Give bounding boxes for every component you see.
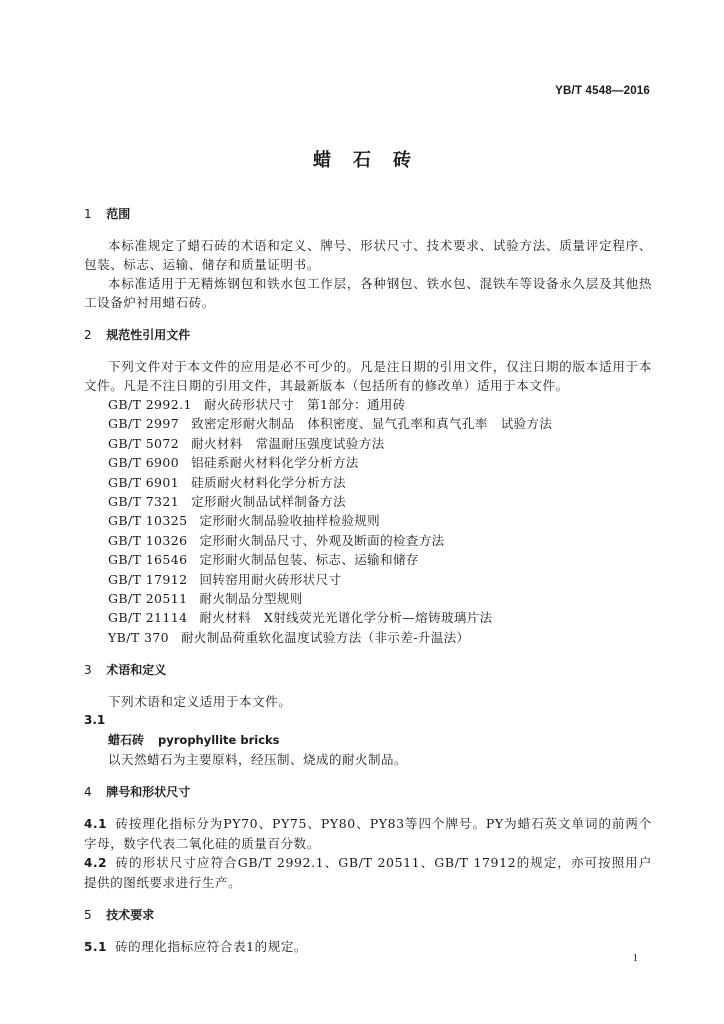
reference-code: GB/T 5072	[108, 435, 180, 451]
document-body	[84, 205, 652, 971]
section-number: 2	[84, 328, 92, 342]
clause-paragraph	[84, 853, 652, 892]
reference-title: 定形耐火制品试样制备方法	[191, 494, 346, 510]
section-scope	[84, 205, 652, 312]
clause-number: 4.1	[84, 817, 108, 832]
section-grades-dimensions	[84, 783, 652, 892]
section-title: 牌号和形状尺寸	[106, 785, 191, 800]
reference-title: 耐火材料 常温耐压强度试验方法	[191, 435, 385, 451]
section-number: 5	[84, 908, 92, 923]
term-definition: 以天然蜡石为主要原料，经压制、烧成的耐火制品。	[108, 752, 408, 768]
section-heading	[84, 906, 652, 924]
page-number: 1	[632, 952, 638, 964]
paragraph: 本标准适用于无精炼钢包和铁水包工作层，各种钢包、铁水包、混铁车等设备永久层及其他热工设备炉衬用蜡石砖。	[84, 276, 652, 310]
reference-item	[84, 570, 652, 589]
reference-code: GB/T 7321	[108, 494, 180, 510]
reference-title: 耐火制品荷重软化温度试验方法（非示差-升温法）	[181, 629, 470, 645]
reference-code: GB/T 20511	[108, 591, 188, 607]
section-number: 4	[84, 785, 92, 800]
clause-number: 3.1	[84, 713, 106, 728]
section-heading	[84, 661, 652, 679]
reference-code: GB/T 10325	[108, 513, 188, 529]
section-heading	[84, 783, 652, 801]
reference-item	[84, 434, 652, 453]
section-title: 技术要求	[106, 908, 155, 923]
reference-item	[84, 492, 652, 511]
reference-item	[84, 511, 652, 530]
standard-code: YB/T 4548—2016	[555, 85, 650, 97]
clause-number: 4.2	[84, 856, 108, 871]
clause-paragraph	[84, 937, 652, 957]
section-terms-definitions	[84, 661, 652, 769]
reference-item	[84, 395, 652, 414]
reference-item	[84, 453, 652, 472]
section-number: 3	[84, 663, 92, 678]
document-title: 蜡石砖	[313, 150, 433, 171]
reference-title: 定形耐火制品尺寸、外观及断面的检查方法	[199, 532, 445, 548]
reference-title: 定形耐火制品包装、标志、运输和储存	[199, 552, 419, 568]
section-heading	[84, 205, 652, 223]
reference-code: GB/T 10326	[108, 532, 188, 548]
reference-title: 铝硅系耐火材料化学分析方法	[191, 455, 359, 471]
reference-title: 耐火砖形状尺寸 第1部分：通用砖	[203, 397, 406, 412]
clause-number: 5.1	[84, 940, 108, 955]
reference-list	[84, 395, 652, 647]
reference-code: YB/T 370	[108, 629, 170, 645]
reference-title: 定形耐火制品验收抽样检验规则	[199, 513, 381, 529]
section-technical-requirements	[84, 906, 652, 957]
clause-text: 砖的形状尺寸应符合GB/T 2992.1、GB/T 20511、GB/T 17912的规定，亦可按照用户提供的图纸要求进行生产。	[84, 855, 652, 891]
reference-title: 回转窑用耐火砖形状尺寸	[199, 571, 342, 587]
term-english: pyrophyllite bricks	[158, 733, 280, 748]
reference-item	[84, 628, 652, 647]
paragraph: 下列术语和定义适用于本文件。	[108, 694, 292, 710]
paragraph: 下列文件对于本文件的应用是必不可少的。凡是注日期的引用文件，仅注日期的版本适用于本文件。凡是不注日期的引用文件，其最新版本（包括所有的修改单）适用于本文件。	[84, 359, 652, 393]
reference-code: GB/T 2992.1	[108, 397, 192, 412]
reference-item	[84, 473, 652, 492]
reference-code: GB/T 21114	[108, 610, 188, 626]
reference-title: 致密定形耐火制品 体积密度、显气孔率和真气孔率 试验方法	[191, 416, 553, 432]
term-entry	[84, 730, 652, 750]
reference-code: GB/T 6901	[108, 474, 180, 490]
reference-item	[84, 608, 652, 627]
reference-code: GB/T 2997	[108, 416, 180, 432]
section-heading	[84, 326, 652, 344]
reference-code: GB/T 16546	[108, 552, 188, 568]
section-title: 术语和定义	[106, 663, 167, 678]
reference-title: 耐火材料 X射线荧光光谱化学分析—熔铸玻璃片法	[199, 610, 493, 626]
reference-item	[84, 550, 652, 569]
reference-item	[84, 589, 652, 608]
reference-item	[84, 414, 652, 433]
section-number: 1	[84, 207, 92, 221]
clause-paragraph	[84, 814, 652, 853]
reference-title: 硅质耐火材料化学分析方法	[191, 474, 346, 490]
reference-item	[84, 531, 652, 550]
clause-text: 砖的理化指标应符合表1的规定。	[115, 939, 308, 955]
reference-code: GB/T 17912	[108, 571, 188, 587]
term-chinese: 蜡石砖	[108, 733, 145, 748]
section-title: 规范性引用文件	[106, 328, 191, 342]
reference-code: GB/T 6900	[108, 455, 180, 471]
reference-title: 耐火制品分型规则	[199, 591, 303, 607]
paragraph: 本标准规定了蜡石砖的术语和定义、牌号、形状尺寸、技术要求、试验方法、质量评定程序、包装、标志、运输、储存和质量证明书。	[84, 238, 652, 272]
section-title: 范围	[106, 207, 131, 221]
section-normative-references	[84, 326, 652, 647]
clause-text: 砖按理化指标分为PY70、PY75、PY80、PY83等四个牌号。PY为蜡石英文单词的前两个字母，数字代表二氧化硅的质量百分数。	[84, 816, 652, 852]
